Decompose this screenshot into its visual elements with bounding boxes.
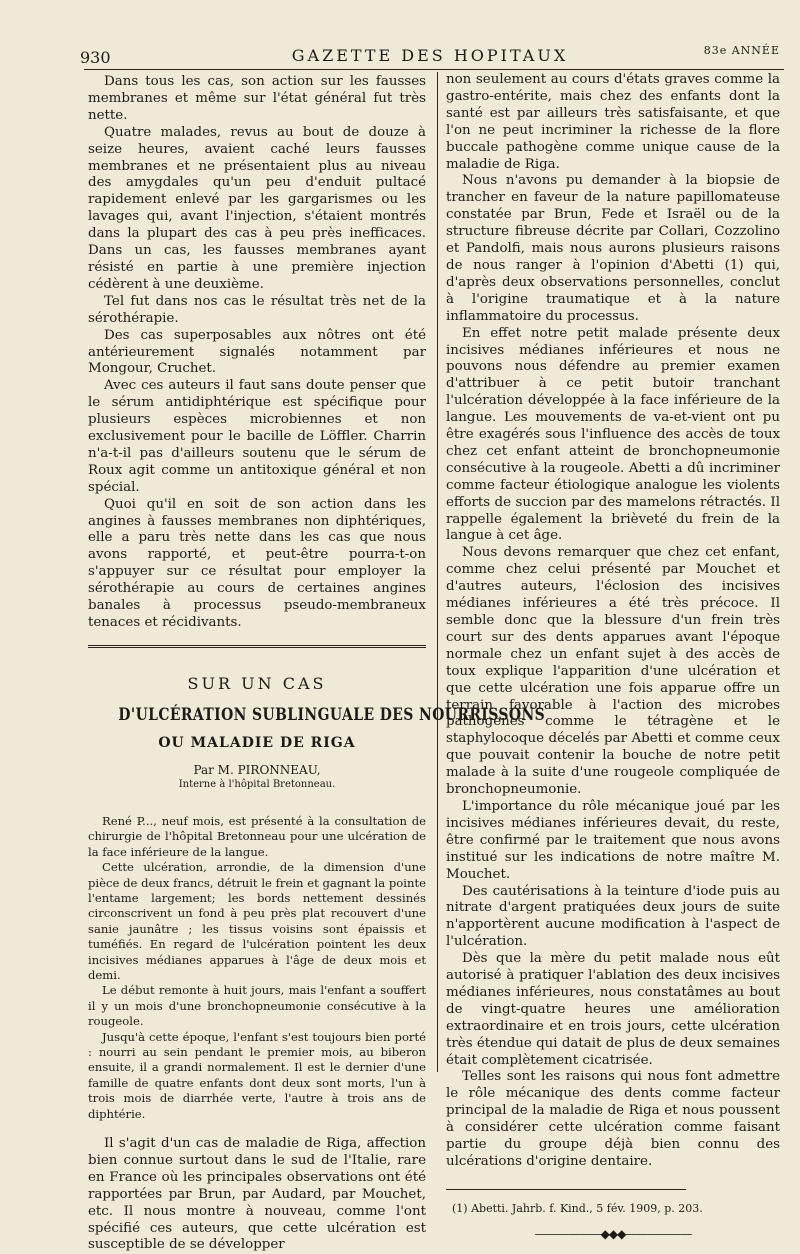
paragraph: Nous devons remarquer que chez cet enfant, comme chez celui présenté par Mouchet et d'autres auteurs, l'éclosion des incisives médianes inférieures a été très précoce. Il semble donc que la blessure d'un frein très court sur des dents apparues avant l'époque normale chez un enfant sujet à des accès de toux explique l'apparition d'une ulcération et que cette ulcération une fois apparue offre un terrain favorable à l'action des microbes pathogènes comme le tétragène et le staphylocoque décelés par Abetti et comme ceux que pouvait contenir la bouche de notre petit malade à la suite d'une rougeole compliquée de bronchopneumonie. xyxy=(446,545,780,798)
paragraph: Avec ces auteurs il faut sans doute penser que le sérum antidiphtérique est spécifique pour plusieurs espèces microbiennes et non exclusivement pour le bacille de Löffler. Charrin n'a-t-il pas d'ailleurs soutenu que le sérum de Roux agit comme un antitoxique général et non spécial. xyxy=(88,378,426,495)
case-report xyxy=(88,814,426,1122)
case-paragraph: Jusqu'à cette époque, l'enfant s'est toujours bien porté : nourri au sein pendant le premier mois, au biberon ensuite, il a grandi normalement. Il est le dernier d'une famille de quatre enfants dont deux sont morts, l'un à trois mois de diarrhée verte, l'autre à trois ans de diphtérie. xyxy=(88,1029,426,1121)
footnote: (1) Abetti. Jahrb. f. Kind., 5 fév. 1909, p. 203. xyxy=(452,1201,703,1215)
year-label: 83e ANNÉE xyxy=(703,44,780,57)
header-rule xyxy=(84,69,784,70)
case-paragraph: Le début remonte à huit jours, mais l'enfant a souffert il y un mois d'une bronchopneumonie consécutive à la rougeole. xyxy=(88,983,426,1029)
spacer xyxy=(88,1122,426,1136)
case-paragraph: Cette ulcération, arrondie, de la dimension d'une pièce de deux francs, détruit le frein et gagnant la pointe l'entame largement; les bords nettement dessinés circonscrivent un fond à peu près plat recouvert d'une sanie jaunâtre ; les tissus voisins sont épaissis et tuméfiés. En regard de l'ulcération pointent les deux incisives médianes apparues à l'âge de deux mois et demi. xyxy=(88,860,426,982)
page-header xyxy=(80,40,780,66)
end-ornament: ——————◆◆◆—————— xyxy=(534,1226,692,1241)
paragraph: Nous n'avons pu demander à la biopsie de trancher en faveur de la nature papillomateuse constatée par Brun, Fede et Israël ou de la structure fibreuse décrite par Collari, Cozzolino et Pandolfi, mais nous aurons plusieurs raisons de nous ranger à l'opinion d'Abetti (1) qui, d'après deux observations personnelles, conclut à l'origine traumatique et à la nature inflammatoire du processus. xyxy=(446,173,780,324)
discussion-continued xyxy=(446,72,780,1171)
paragraph: Dès que la mère du petit malade nous eût autorisé à pratiquer l'ablation des deux incisives médianes inférieures, nous constatâmes au bout de vingt-quatre heures une amélioration extraordinaire et en trois jours, cette ulcération très étendue qui datait de plus de deux semaines était complètement cicatrisée. xyxy=(446,951,780,1068)
paragraph: Des cautérisations à la teinture d'iode puis au nitrate d'argent pratiquées deux jours de suite n'apportèrent aucune modification à l'aspect de l'ulcération. xyxy=(446,883,780,950)
right-column xyxy=(446,72,780,1241)
case-paragraph: René P..., neuf mois, est présenté à la consultation de chirurgie de l'hôpital Bretonneau pour une ulcération de la face inférieure de la langue. xyxy=(88,813,426,859)
page-number: 930 xyxy=(80,48,111,67)
paragraph: Dans tous les cas, son action sur les fausses membranes et même sur l'état général fut très nette. xyxy=(88,74,426,123)
article-title-line-2: D'ULCÉRATION SUBLINGUALE DES NOURRISSONS xyxy=(118,704,546,725)
article-title-line-3: OU MALADIE DE RIGA xyxy=(158,734,356,751)
previous-article-end xyxy=(88,74,426,632)
paragraph: Telles sont les raisons qui nous font admettre le rôle mécanique des dents comme facteur principal de la maladie de Riga et nous poussent à considérer cette ulcération comme faisant partie du groupe déjà bien connu des ulcérations d'origine dentaire. xyxy=(446,1069,780,1169)
paragraph: Des cas superposables aux nôtres ont été antérieurement signalés notamment par Mongour, Cruchet. xyxy=(88,327,426,377)
footnote-rule xyxy=(446,1189,686,1190)
paragraph: Quoi qu'il en soit de son action dans les angines à fausses membranes non diphtériques, elle a paru très nette dans les cas que nous avons rapporté, et peut-être pourra-t-on s'appuyer sur ce résultat pour employer la sérothérapie au cours de certaines angines banales à processus pseudo-membraneux tenaces et récidivants. xyxy=(88,496,426,630)
author-affiliation: Interne à l'hôpital Bretonneau. xyxy=(178,778,336,790)
paragraph: non seulement au cours d'états graves comme la gastro-entérite, mais chez des enfants dont la santé est par ailleurs très satisfaisante, et que l'on ne peut incriminer la richesse de la flore buccale pathogène comme unique cause de la maladie de Riga. xyxy=(446,72,780,172)
article-separator xyxy=(88,645,426,648)
journal-title: GAZETTE DES HOPITAUX xyxy=(291,46,569,65)
author-byline: Par M. PIRONNEAU, xyxy=(193,762,321,777)
column-divider xyxy=(437,72,438,1072)
paragraph: En effet notre petit malade présente deux incisives médianes inférieures et nous ne pouvons nous défendre au premier examen d'attribuer à ce petit butoir tranchant l'ulcération développée à la face inférieure de la langue. Les mouvements de va-et-vient ont pu être exagérés sous l'influence des accès de toux chez cet enfant atteint de bronchopneumonie consécutive à la rougeole. Abetti a dû incriminer comme facteur étiologique analogue les violents efforts de succion par des mamelons rétractés. Il rappelle également la brièveté du frein de la langue à cet âge. xyxy=(446,325,780,544)
paragraph: Tel fut dans nos cas le résultat très net de la sérothérapie. xyxy=(88,293,426,326)
paragraph: Il s'agit d'un cas de maladie de Riga, affection bien connue surtout dans le sud de l'Italie, rare en France où les principales observations ont été rapportées par Brun, par Audard, par Mouchet, etc. Il nous montre à nouveau, comme l'ont spécifié ces auteurs, que cette ulcération est susceptible de se développer xyxy=(88,1136,426,1253)
paragraph: L'importance du rôle mécanique joué par les incisives médianes inférieures devait, du reste, être confirmé par le traitement que nous avons institué sur les indications de notre maître M. Mouchet. xyxy=(446,798,780,882)
article-title-line-1: SUR UN CAS xyxy=(187,673,327,693)
left-column xyxy=(88,74,546,1254)
paragraph: Quatre malades, revus au bout de douze à seize heures, avaient caché leurs fausses membranes et ne présentaient plus au niveau des amygdales qu'un peu d'enduit pultacé rapidement enlevé par les gargarismes ou les lavages qui, avant l'injection, s'étaient montrés dans la plupart des cas à peu près inefficaces. Dans un cas, les fausses membranes ayant résisté en partie à une première injection cédèrent à une deuxième. xyxy=(88,124,426,292)
discussion-start xyxy=(88,1136,426,1254)
